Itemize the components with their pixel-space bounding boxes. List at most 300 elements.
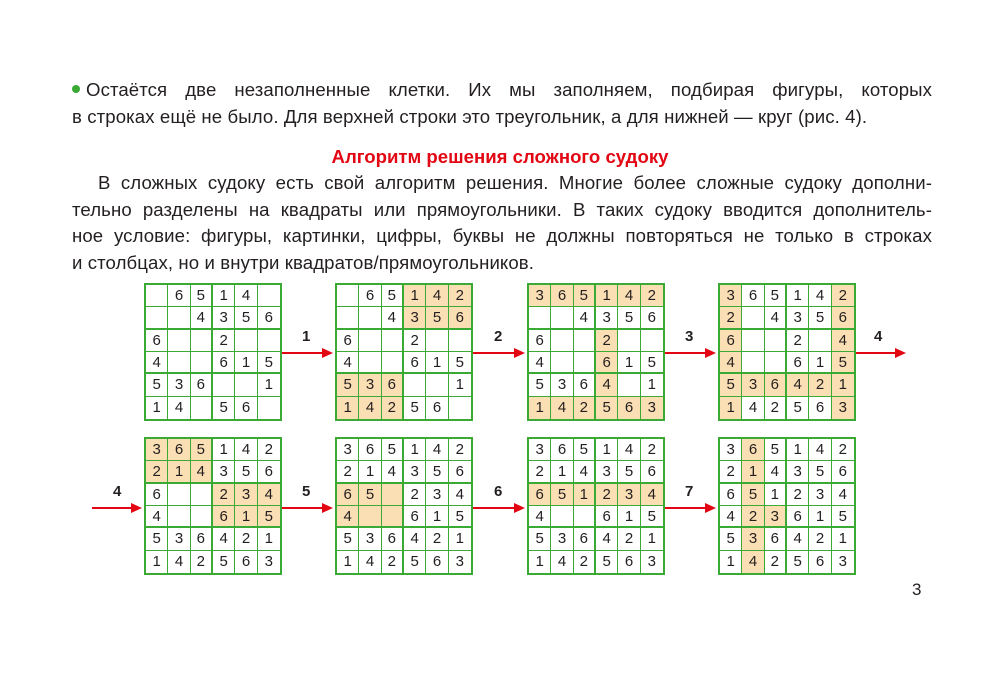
sudoku-cell: 6 (235, 397, 257, 419)
sudoku-cell: 1 (449, 374, 471, 396)
sudoku-cell: 2 (641, 439, 663, 461)
sudoku-cell: 4 (765, 307, 787, 329)
sudoku-cell: 6 (641, 307, 663, 329)
sudoku-cell: 6 (529, 330, 551, 352)
sudoku-cell (191, 330, 213, 352)
sudoku-cell: 3 (742, 374, 764, 396)
sudoku-cell: 5 (191, 285, 213, 307)
sudoku-cell: 5 (574, 439, 596, 461)
sudoku-cell: 3 (618, 484, 640, 506)
paragraph-line: в строках ещё не было. Для верхней строки это треугольник, а для нижней — круг (рис. 4). (72, 105, 868, 127)
sudoku-cell: 1 (337, 551, 359, 573)
sudoku-cell: 4 (382, 461, 404, 483)
sudoku-cell: 6 (337, 330, 359, 352)
sudoku-cell: 4 (213, 528, 235, 550)
sudoku-cell: 3 (641, 397, 663, 419)
sudoku-cell (146, 285, 168, 307)
sudoku-cell (551, 352, 573, 374)
sudoku-cell (426, 374, 448, 396)
sudoku-cell: 1 (720, 397, 742, 419)
sudoku-cell: 1 (809, 352, 831, 374)
sudoku-cell: 1 (832, 374, 854, 396)
sudoku-cell: 3 (596, 307, 618, 329)
sudoku-cell: 1 (787, 285, 809, 307)
sudoku-cell: 2 (765, 551, 787, 573)
sudoku-cell (382, 506, 404, 528)
sudoku-cell: 2 (787, 330, 809, 352)
sudoku-cell: 6 (168, 285, 190, 307)
step-number: 5 (302, 483, 311, 500)
sudoku-cell: 6 (449, 461, 471, 483)
sudoku-cell: 6 (213, 506, 235, 528)
sudoku-cell: 2 (191, 551, 213, 573)
sudoku-cell: 6 (618, 551, 640, 573)
arrow-head-icon (131, 503, 142, 513)
sudoku-cell: 6 (618, 397, 640, 419)
sudoku-cell: 5 (742, 484, 764, 506)
sudoku-cell (382, 330, 404, 352)
sudoku-cell: 4 (449, 484, 471, 506)
sudoku-cell (426, 330, 448, 352)
sudoku-cell: 5 (213, 397, 235, 419)
sudoku-cell: 6 (809, 551, 831, 573)
sudoku-cell: 2 (832, 285, 854, 307)
sudoku-cell: 4 (404, 528, 426, 550)
sudoku-cell: 2 (832, 439, 854, 461)
sudoku-cell: 3 (720, 285, 742, 307)
arrow-head-icon (322, 348, 333, 358)
arrow-head-icon (705, 503, 716, 513)
sudoku-cell (551, 330, 573, 352)
sudoku-cell (574, 506, 596, 528)
sudoku-cell: 5 (618, 307, 640, 329)
sudoku-cell: 1 (146, 397, 168, 419)
sudoku-cell (191, 397, 213, 419)
sudoku-cell: 6 (213, 352, 235, 374)
sudoku-cell: 2 (529, 461, 551, 483)
sudoku-cell: 3 (529, 439, 551, 461)
sudoku-cell (213, 374, 235, 396)
sudoku-cell: 1 (168, 461, 190, 483)
sudoku-cell: 5 (832, 506, 854, 528)
sudoku-cell: 3 (596, 461, 618, 483)
sudoku-cell: 4 (146, 506, 168, 528)
sudoku-cell: 1 (832, 528, 854, 550)
sudoku-cell: 4 (618, 439, 640, 461)
sudoku-cell (191, 484, 213, 506)
sudoku-cell: 2 (596, 330, 618, 352)
page-number: 3 (912, 580, 922, 599)
sudoku-cell: 2 (742, 506, 764, 528)
arrow-head-icon (705, 348, 716, 358)
sudoku-cell: 5 (641, 506, 663, 528)
sudoku-cell: 6 (382, 374, 404, 396)
sudoku-cell: 5 (235, 307, 257, 329)
sudoku-cell: 5 (235, 461, 257, 483)
sudoku-cell: 5 (574, 285, 596, 307)
sudoku-cell: 5 (146, 374, 168, 396)
sudoku-cell: 1 (551, 461, 573, 483)
sudoku-cell (618, 374, 640, 396)
sudoku-cell (359, 307, 381, 329)
sudoku-cell: 4 (168, 397, 190, 419)
section-heading: Алгоритм решения сложного судоку (331, 146, 669, 167)
paragraph-remaining-cells (72, 77, 932, 130)
sudoku-cell: 5 (787, 397, 809, 419)
sudoku-cell: 5 (720, 528, 742, 550)
sudoku-cell (551, 307, 573, 329)
sudoku-grid (335, 283, 473, 421)
sudoku-cell: 5 (832, 352, 854, 374)
sudoku-cell: 4 (832, 330, 854, 352)
sudoku-cell: 1 (235, 506, 257, 528)
step-number: 6 (494, 483, 503, 500)
sudoku-cell: 2 (787, 484, 809, 506)
sudoku-cell: 1 (641, 528, 663, 550)
sudoku-cell (574, 352, 596, 374)
sudoku-cell: 5 (404, 397, 426, 419)
sudoku-cell: 4 (787, 528, 809, 550)
sudoku-cell: 1 (213, 285, 235, 307)
sudoku-cell: 3 (146, 439, 168, 461)
sudoku-cell: 2 (404, 484, 426, 506)
sudoku-cell: 4 (529, 352, 551, 374)
sudoku-cell: 4 (596, 374, 618, 396)
sudoku-cell (168, 352, 190, 374)
sudoku-cell (337, 285, 359, 307)
sudoku-cell: 6 (787, 352, 809, 374)
sudoku-cell: 3 (337, 439, 359, 461)
sudoku-cell: 1 (213, 439, 235, 461)
sudoku-cell: 1 (618, 506, 640, 528)
paragraph-line: тельно разделены на квадраты или прямоугольники. В таких судоку вводится дополнитель- (72, 198, 932, 220)
sudoku-cell: 4 (574, 461, 596, 483)
sudoku-cell: 4 (426, 285, 448, 307)
sudoku-cell: 6 (404, 506, 426, 528)
step-number: 2 (494, 328, 503, 345)
sudoku-cell: 6 (742, 439, 764, 461)
sudoku-cell: 5 (529, 528, 551, 550)
sudoku-grid (718, 283, 856, 421)
arrow-shaft (282, 352, 324, 354)
sudoku-cell (258, 330, 280, 352)
sudoku-cell: 6 (426, 551, 448, 573)
sudoku-cell: 4 (551, 397, 573, 419)
sudoku-grid (144, 283, 282, 421)
sudoku-cell: 1 (235, 352, 257, 374)
sudoku-cell (191, 506, 213, 528)
arrow-head-icon (514, 503, 525, 513)
arrow-shaft (92, 507, 133, 509)
arrow-head-icon (514, 348, 525, 358)
sudoku-cell: 4 (337, 506, 359, 528)
sudoku-cell: 4 (168, 551, 190, 573)
sudoku-cell: 6 (449, 307, 471, 329)
sudoku-cell: 3 (838, 553, 847, 571)
step-number: 4 (113, 483, 122, 500)
paragraph-line: и столбцах, но и внутри квадратов/прямоугольников. (72, 251, 535, 273)
sudoku-cell: 2 (574, 397, 596, 419)
sudoku-cell: 4 (765, 461, 787, 483)
sudoku-cell: 3 (359, 374, 381, 396)
sudoku-cell: 5 (809, 461, 831, 483)
sudoku-cell: 1 (618, 352, 640, 374)
sudoku-cell: 6 (742, 285, 764, 307)
sudoku-cell: 3 (787, 461, 809, 483)
sudoku-cell: 2 (213, 330, 235, 352)
sudoku-grid (527, 283, 665, 421)
step-number: 1 (302, 328, 311, 345)
sudoku-cell: 4 (337, 352, 359, 374)
sudoku-cell: 1 (529, 551, 551, 573)
sudoku-cell: 6 (404, 352, 426, 374)
sudoku-cell: 6 (596, 352, 618, 374)
sudoku-cell (235, 374, 257, 396)
sudoku-cell: 4 (641, 484, 663, 506)
sudoku-cell: 4 (146, 352, 168, 374)
sudoku-cell (551, 506, 573, 528)
sudoku-cell: 6 (235, 551, 257, 573)
step-number: 4 (874, 328, 883, 345)
sudoku-cell: 5 (787, 551, 809, 573)
sudoku-cell: 5 (551, 484, 573, 506)
sudoku-cell: 5 (382, 439, 404, 461)
sudoku-cell (146, 307, 168, 329)
sudoku-cell: 2 (618, 528, 640, 550)
sudoku-cell: 1 (596, 439, 618, 461)
sudoku-cell: 1 (596, 285, 618, 307)
sudoku-cell: 5 (765, 439, 787, 461)
sudoku-cell (449, 397, 471, 419)
sudoku-cell: 6 (551, 439, 573, 461)
sudoku-cell: 1 (258, 528, 280, 550)
sudoku-cell: 3 (529, 285, 551, 307)
sudoku-cell: 6 (191, 528, 213, 550)
paragraph-line: ное условие: фигуры, картинки, цифры, буквы не должны повторяться не только в строках (72, 225, 932, 246)
sudoku-grid (335, 437, 473, 575)
sudoku-cell: 1 (742, 461, 764, 483)
sudoku-cell: 3 (551, 528, 573, 550)
sudoku-cell: 6 (382, 528, 404, 550)
paragraph-algorithm (72, 170, 932, 276)
sudoku-cell: 6 (191, 374, 213, 396)
sudoku-cell (641, 330, 663, 352)
sudoku-cell (337, 307, 359, 329)
step-number: 7 (685, 483, 694, 500)
sudoku-cell: 5 (337, 528, 359, 550)
sudoku-cell: 5 (337, 374, 359, 396)
sudoku-cell: 4 (359, 397, 381, 419)
sudoku-cell: 3 (742, 528, 764, 550)
sudoku-grid (144, 437, 282, 575)
sudoku-cell (382, 484, 404, 506)
sudoku-cell: 1 (809, 506, 831, 528)
sudoku-cell: 3 (787, 307, 809, 329)
sudoku-cell: 2 (720, 307, 742, 329)
sudoku-cell: 2 (641, 285, 663, 307)
sudoku-cell: 6 (641, 461, 663, 483)
sudoku-cell: 5 (641, 352, 663, 374)
arrow-shaft (665, 352, 707, 354)
sudoku-cell: 6 (551, 285, 573, 307)
sudoku-cell: 6 (832, 461, 854, 483)
sudoku-cell (618, 330, 640, 352)
sudoku-cell: 1 (337, 397, 359, 419)
arrow-shaft (856, 352, 897, 354)
sudoku-cell: 2 (404, 330, 426, 352)
sudoku-cell: 3 (359, 528, 381, 550)
sudoku-cell: 6 (168, 439, 190, 461)
sudoku-cell: 1 (146, 551, 168, 573)
sudoku-cell: 3 (213, 461, 235, 483)
sudoku-cell: 1 (404, 285, 426, 307)
sudoku-cell: 4 (618, 285, 640, 307)
sudoku-cell: 1 (787, 439, 809, 461)
sudoku-cell: 2 (809, 374, 831, 396)
sudoku-cell: 2 (213, 484, 235, 506)
sudoku-cell: 5 (449, 506, 471, 528)
sudoku-cell: 4 (809, 285, 831, 307)
sudoku-cell: 3 (264, 553, 273, 571)
sudoku-cell: 4 (787, 374, 809, 396)
sudoku-cell: 6 (765, 374, 787, 396)
sudoku-cell (359, 352, 381, 374)
sudoku-cell: 4 (809, 439, 831, 461)
arrow-shaft (473, 507, 516, 509)
sudoku-cell: 6 (337, 484, 359, 506)
sudoku-cell: 2 (809, 528, 831, 550)
sudoku-cell: 1 (426, 506, 448, 528)
sudoku-cell: 4 (742, 551, 764, 573)
sudoku-cell: 2 (146, 461, 168, 483)
sudoku-cell: 2 (258, 439, 280, 461)
sudoku-cell (529, 307, 551, 329)
sudoku-cell: 2 (235, 528, 257, 550)
sudoku-cell: 3 (426, 484, 448, 506)
sudoku-cell: 4 (382, 307, 404, 329)
sudoku-cell: 1 (641, 374, 663, 396)
sudoku-cell (359, 330, 381, 352)
sudoku-cell: 5 (382, 285, 404, 307)
sudoku-cell: 6 (146, 330, 168, 352)
sudoku-cell: 4 (574, 307, 596, 329)
arrow-head-icon (322, 503, 333, 513)
sudoku-cell: 4 (235, 285, 257, 307)
sudoku-cell: 6 (359, 285, 381, 307)
sudoku-cell: 5 (426, 307, 448, 329)
sudoku-cell: 5 (596, 551, 618, 573)
sudoku-cell: 4 (359, 551, 381, 573)
sudoku-cell: 3 (832, 397, 854, 419)
sudoku-cell: 6 (146, 484, 168, 506)
sudoku-cell (742, 330, 764, 352)
sudoku-cell: 5 (809, 307, 831, 329)
sudoku-cell: 6 (574, 528, 596, 550)
sudoku-cell: 5 (191, 439, 213, 461)
sudoku-cell (359, 506, 381, 528)
sudoku-cell (404, 374, 426, 396)
sudoku-cell: 6 (258, 461, 280, 483)
sudoku-cell: 1 (258, 374, 280, 396)
sudoku-cell: 1 (449, 528, 471, 550)
sudoku-cell: 2 (426, 528, 448, 550)
sudoku-cell: 6 (574, 374, 596, 396)
sudoku-cell: 5 (359, 484, 381, 506)
sudoku-cell: 3 (404, 461, 426, 483)
sudoku-cell: 4 (191, 307, 213, 329)
sudoku-cell (449, 330, 471, 352)
sudoku-cell: 2 (720, 461, 742, 483)
sudoku-cell: 1 (404, 439, 426, 461)
sudoku-cell: 4 (832, 484, 854, 506)
arrow-head-icon (895, 348, 906, 358)
sudoku-cell: 2 (382, 397, 404, 419)
sudoku-cell (742, 307, 764, 329)
sudoku-cell: 3 (455, 553, 464, 571)
sudoku-cell: 5 (213, 551, 235, 573)
arrow-shaft (665, 507, 707, 509)
sudoku-cell: 4 (258, 484, 280, 506)
sudoku-cell: 1 (529, 397, 551, 419)
sudoku-cell (382, 352, 404, 374)
sudoku-cell: 1 (765, 484, 787, 506)
sudoku-cell: 1 (574, 484, 596, 506)
sudoku-cell: 6 (426, 397, 448, 419)
sudoku-cell (258, 397, 280, 419)
sudoku-cell: 2 (337, 461, 359, 483)
sudoku-cell: 4 (596, 528, 618, 550)
sudoku-cell: 4 (720, 506, 742, 528)
sudoku-cell (168, 307, 190, 329)
sudoku-cell: 4 (235, 439, 257, 461)
sudoku-cell: 6 (787, 506, 809, 528)
sudoku-cell: 5 (618, 461, 640, 483)
step-number: 3 (685, 328, 694, 345)
sudoku-cell (765, 330, 787, 352)
sudoku-cell (168, 506, 190, 528)
sudoku-cell: 4 (191, 461, 213, 483)
sudoku-cell (235, 330, 257, 352)
paragraph-line: Остаётся две незаполненные клетки. Их мы заполняем, подбирая фигуры, которых (72, 77, 932, 104)
sudoku-cell: 6 (720, 330, 742, 352)
sudoku-cell: 4 (742, 397, 764, 419)
sudoku-cell: 3 (168, 528, 190, 550)
sudoku-cell: 5 (765, 285, 787, 307)
sudoku-cell (809, 330, 831, 352)
sudoku-cell: 1 (720, 551, 742, 573)
sudoku-cell: 3 (720, 439, 742, 461)
sudoku-cell: 4 (529, 506, 551, 528)
sudoku-cell: 3 (213, 307, 235, 329)
paragraph-line: В сложных судоку есть свой алгоритм решения. Многие более сложные судоку дополни- (98, 172, 932, 193)
sudoku-grid (718, 437, 856, 575)
sudoku-cell: 5 (596, 397, 618, 419)
sudoku-cell: 6 (596, 506, 618, 528)
sudoku-cell: 6 (529, 484, 551, 506)
sudoku-cell: 4 (426, 439, 448, 461)
sudoku-cell: 6 (359, 439, 381, 461)
sudoku-cell: 6 (258, 307, 280, 329)
arrow-shaft (473, 352, 516, 354)
sudoku-cell: 1 (359, 461, 381, 483)
sudoku-cell: 2 (765, 397, 787, 419)
sudoku-cell: 2 (449, 285, 471, 307)
sudoku-cell: 2 (382, 551, 404, 573)
sudoku-grid (527, 437, 665, 575)
sudoku-cell (258, 285, 280, 307)
sudoku-cell: 5 (426, 461, 448, 483)
sudoku-cell (574, 330, 596, 352)
